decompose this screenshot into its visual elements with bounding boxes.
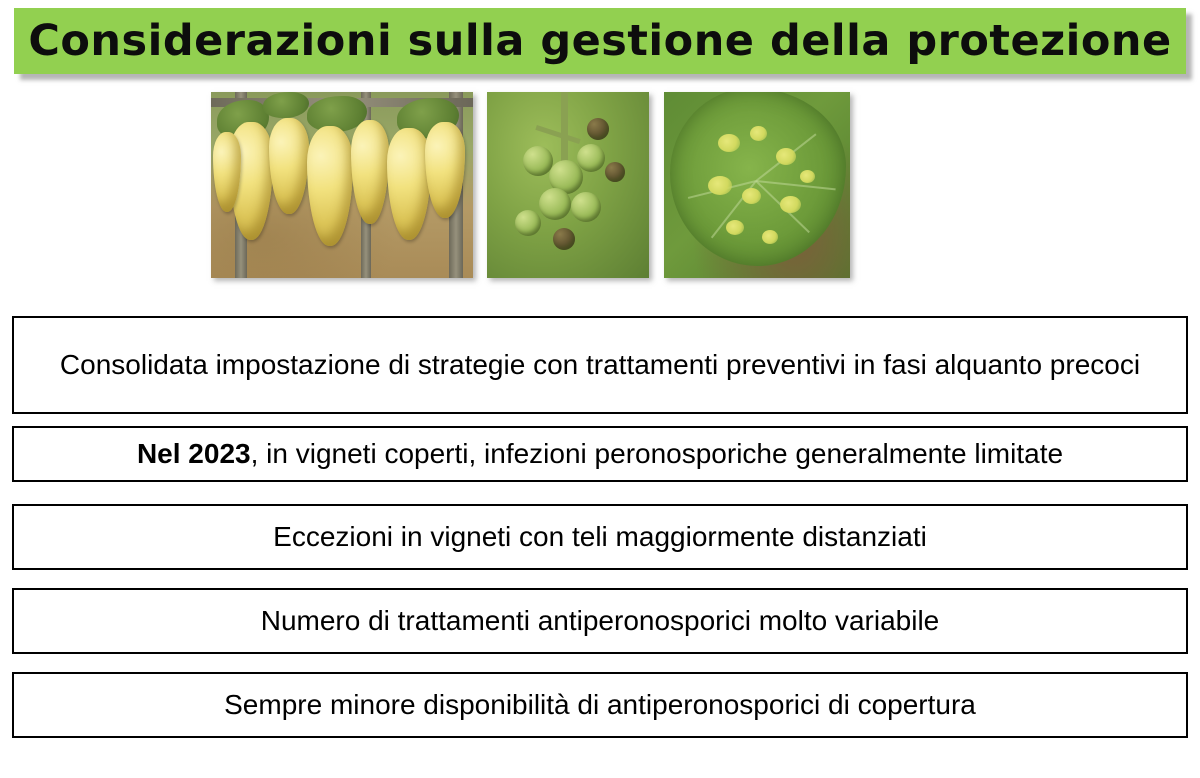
bullet-box-5 — [12, 672, 1188, 738]
bullet-box-2-bold: Nel 2023 — [136, 438, 251, 470]
oil-spot — [726, 220, 744, 235]
bullet-box-3 — [12, 504, 1188, 570]
bullet-box-4 — [12, 588, 1188, 654]
slide-title-banner — [14, 8, 1186, 74]
oil-spot — [776, 148, 796, 165]
oil-spot — [708, 176, 732, 195]
oil-spot — [780, 196, 801, 213]
bullet-box-3-text: Eccezioni in vigneti con teli maggiormente distanziati — [273, 521, 927, 553]
green-berries-photo — [487, 92, 649, 278]
mildew-leaf-photo — [664, 92, 850, 278]
bullet-box-4-text: Numero di trattamenti antiperonosporici molto variabile — [260, 605, 940, 637]
oil-spot — [762, 230, 778, 244]
oil-spot — [718, 134, 740, 152]
bullet-box-2-rest: , in vigneti coperti, infezioni peronosporiche generalmente limitate — [250, 438, 1064, 470]
rotten-berry — [553, 228, 575, 250]
green-berry — [539, 188, 571, 220]
bullet-box-1 — [12, 316, 1188, 414]
bullet-box-1-text: Consolidata impostazione di strategie con trattamenti preventivi in fasi alquanto precoci — [59, 349, 1141, 381]
oil-spot — [742, 188, 761, 204]
rotten-berry — [587, 118, 609, 140]
green-berry — [523, 146, 553, 176]
bullet-box-2-text — [28, 437, 1172, 470]
oil-spot — [800, 170, 815, 183]
bullet-box-list — [12, 316, 1188, 738]
bullet-box-2 — [12, 426, 1188, 482]
green-berry — [515, 210, 541, 236]
rotten-berry — [605, 162, 625, 182]
green-berry — [577, 144, 605, 172]
oil-spot — [750, 126, 767, 141]
image-strip — [0, 92, 1200, 287]
grape-bunches-photo — [211, 92, 473, 278]
page-title: Considerazioni sulla gestione della protezione — [28, 16, 1172, 66]
bullet-box-5-text: Sempre minore disponibilità di antiperonosporici di copertura — [224, 689, 976, 721]
green-berry — [571, 192, 601, 222]
